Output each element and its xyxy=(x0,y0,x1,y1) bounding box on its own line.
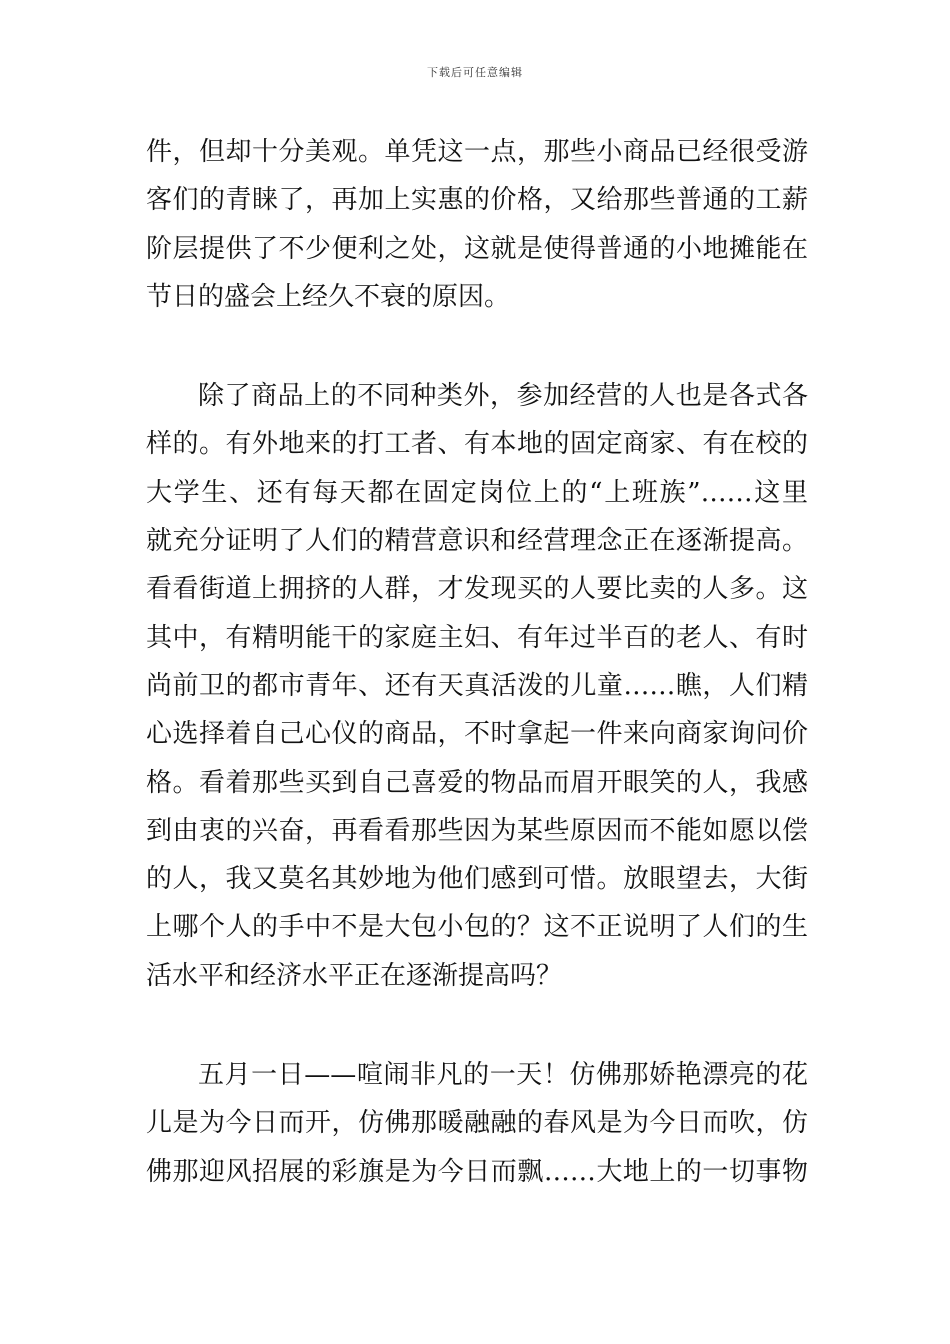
paragraph-line: 客们的青睐了，再加上实惠的价格，又给那些普通的工薪 xyxy=(146,185,808,216)
paragraph-line: 除了商品上的不同种类外，参加经营的人也是各式各 xyxy=(198,381,808,412)
paragraph-3 xyxy=(146,1051,808,1196)
paragraph-line: 尚前卫的都市青年、还有天真活泼的儿童……瞧，人们精 xyxy=(146,670,808,701)
paragraph-line: 到由衷的兴奋，再看看那些因为某些原因而不能如愿以偿 xyxy=(146,815,808,846)
paragraph-line: 活水平和经济水平正在逐渐提高吗？ xyxy=(146,960,563,991)
paragraph-line: 就充分证明了人们的精营意识和经营理念正在逐渐提高。 xyxy=(146,526,808,557)
paragraph-line: 节日的盛会上经久不衰的原因。 xyxy=(146,281,511,312)
paragraph-line: 佛那迎风招展的彩旗是为今日而飘……大地上的一切事物 xyxy=(146,1156,808,1187)
paragraph-2 xyxy=(146,372,808,1000)
paragraph-line: 件，但却十分美观。单凭这一点，那些小商品已经很受游 xyxy=(146,137,808,167)
paragraph-line: 心选择着自己心仪的商品，不时拿起一件来向商家询问价 xyxy=(146,719,808,750)
paragraph-line: 上哪个人的手中不是大包小包的？这不正说明了人们的生 xyxy=(146,912,808,943)
paragraph-line: 的人，我又莫名其妙地为他们感到可惜。放眼望去，大街 xyxy=(146,864,808,895)
paragraph-line: 大学生、还有每天都在固定岗位上的“上班族”……这里 xyxy=(146,477,808,508)
paragraph-line: 样的。有外地来的打工者、有本地的固定商家、有在校的 xyxy=(146,429,808,460)
page-header: 下载后可任意编辑 xyxy=(427,66,523,79)
paragraph-line: 五月一日——喧闹非凡的一天！仿佛那娇艳漂亮的花 xyxy=(198,1060,808,1091)
document-body xyxy=(146,128,808,1196)
paragraph-gap xyxy=(146,321,808,372)
paragraph-1 xyxy=(146,128,808,321)
paragraph-line: 儿是为今日而开，仿佛那暖融融的春风是为今日而吹，仿 xyxy=(146,1108,808,1139)
paragraph-line: 看看街道上拥挤的人群，才发现买的人要比卖的人多。这 xyxy=(146,574,808,605)
paragraph-gap xyxy=(146,1000,808,1051)
paragraph-line: 格。看着那些买到自己喜爱的物品而眉开眼笑的人，我感 xyxy=(146,767,808,798)
paragraph-line: 其中，有精明能干的家庭主妇、有年过半百的老人、有时 xyxy=(146,622,808,653)
paragraph-line: 阶层提供了不少便利之处，这就是使得普通的小地摊能在 xyxy=(146,233,808,264)
